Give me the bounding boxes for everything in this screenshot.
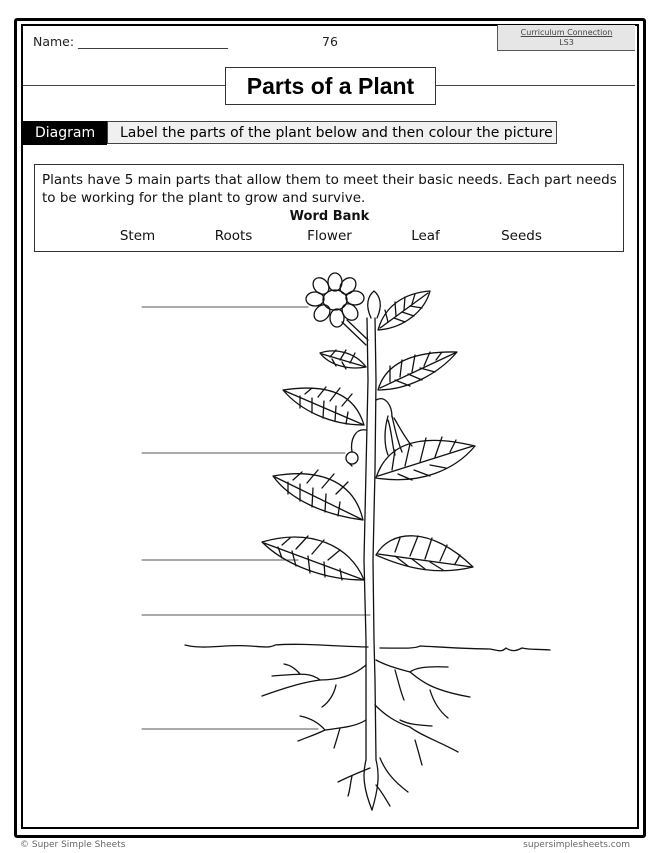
stem [364, 318, 376, 680]
leaf-icon [320, 350, 366, 369]
instruction-tag: Diagram [23, 121, 107, 145]
leaf-icon [376, 437, 475, 480]
leaf-icon [378, 352, 457, 390]
word-bank-title: Word Bank [289, 209, 370, 224]
info-text: Plants have 5 main parts that allow them to meet their basic needs. Each part needs to be working for the plant to grow and survive. [42, 172, 617, 206]
footer-copyright: © Super Simple Sheets [20, 840, 126, 850]
word-bank-item: Seeds [501, 228, 542, 244]
leaf-icon [273, 470, 363, 520]
ground-line [185, 644, 550, 650]
leaf-icon [262, 536, 364, 580]
leaf-icon [376, 536, 473, 571]
word-bank-item: Leaf [411, 228, 440, 244]
label-lines [142, 307, 370, 729]
word-bank-item: Stem [119, 228, 156, 244]
flower-icon [306, 273, 368, 345]
word-bank-item: Roots [214, 228, 253, 244]
curriculum-code: LS3 [559, 38, 574, 47]
leaf-icon [378, 291, 430, 330]
footer-website[interactable]: supersimplesheets.com [523, 840, 630, 850]
leaves [262, 291, 475, 580]
name-field[interactable]: Name: ________________________ [33, 34, 229, 49]
instruction-text: Label the parts of the plant below and then colour the picture [107, 121, 557, 144]
roots [262, 660, 470, 810]
hanging-flower [376, 399, 412, 455]
curriculum-title: Curriculum Connection [520, 28, 613, 37]
page-number: 76 [322, 34, 338, 49]
page-title: Parts of a Plant [225, 67, 436, 105]
word-bank-item: Flower [307, 228, 352, 244]
flower-bud [368, 291, 381, 318]
leaf-icon [283, 387, 364, 425]
seed-icon [346, 430, 366, 466]
